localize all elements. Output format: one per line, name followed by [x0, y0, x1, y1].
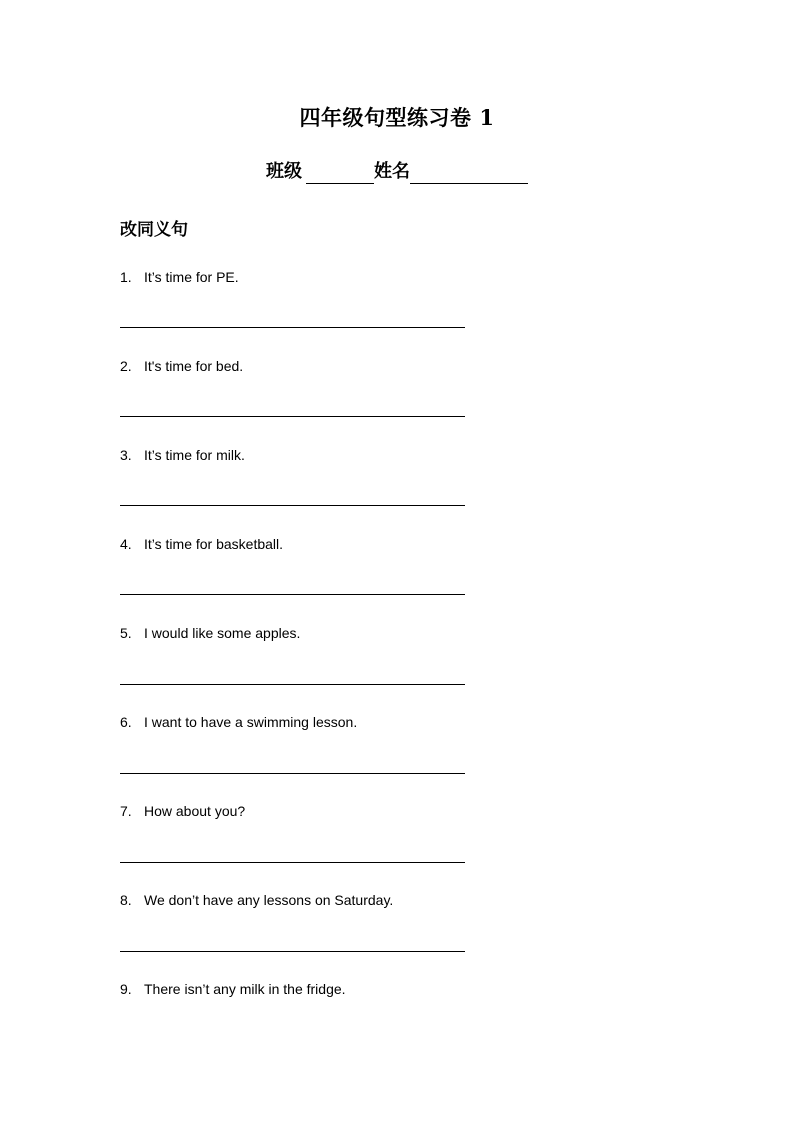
question-text: I want to have a swimming lesson.	[144, 714, 358, 730]
name-blank-line	[410, 163, 528, 184]
class-label: 班级	[266, 161, 302, 182]
answer-line	[120, 773, 465, 774]
question-number: 8.	[120, 892, 132, 908]
question-text: It's time for bed.	[144, 358, 244, 374]
question-item	[120, 534, 283, 554]
answer-line	[120, 327, 465, 328]
question-text: How about you?	[144, 803, 246, 819]
question-number: 4.	[120, 536, 132, 552]
question-text: We don’t have any lessons on Saturday.	[144, 892, 394, 908]
question-text: It’s time for milk.	[144, 447, 245, 463]
question-text: It’s time for PE.	[144, 269, 239, 285]
answer-line	[120, 505, 465, 506]
question-text: There isn’t any milk in the fridge.	[144, 981, 346, 997]
question-number: 5.	[120, 625, 132, 641]
answer-line	[120, 951, 465, 952]
student-info-row	[0, 160, 794, 184]
class-blank-line	[306, 163, 374, 184]
answer-line	[120, 862, 465, 863]
section-heading: 改同义句	[120, 220, 188, 240]
question-number: 1.	[120, 269, 132, 285]
answer-line	[120, 594, 465, 595]
question-number: 7.	[120, 803, 132, 819]
question-item	[120, 890, 393, 910]
question-number: 9.	[120, 981, 132, 997]
question-item	[120, 979, 346, 999]
answer-line	[120, 416, 465, 417]
question-item	[120, 267, 239, 287]
question-number: 3.	[120, 447, 132, 463]
answer-line	[120, 684, 465, 685]
question-item	[120, 445, 245, 465]
question-item	[120, 801, 245, 821]
question-item	[120, 712, 357, 732]
question-item	[120, 623, 300, 643]
question-number: 2.	[120, 358, 132, 374]
question-text: It’s time for basketball.	[144, 536, 284, 552]
question-item	[120, 356, 243, 376]
name-label: 姓名	[374, 161, 410, 182]
page-title: 四年级句型练习卷 1	[299, 105, 495, 130]
question-number: 6.	[120, 714, 132, 730]
question-text: I would like some apples.	[144, 625, 301, 641]
